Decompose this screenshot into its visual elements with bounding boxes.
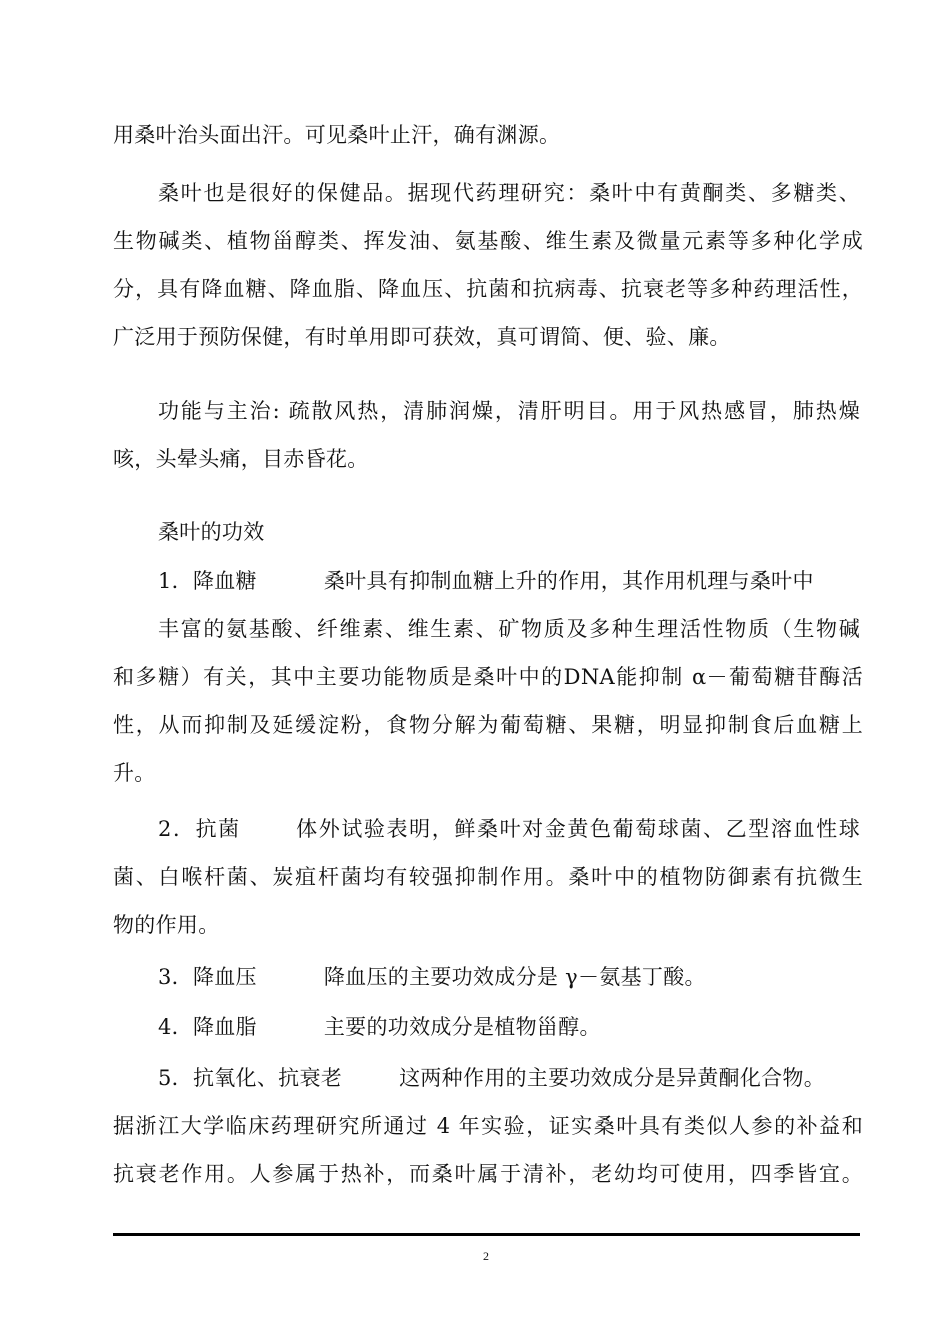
- paragraph-line: 据浙江大学临床药理研究所通过 4 年实验，证实桑叶具有类似人参的补益和: [113, 1114, 863, 1138]
- efficacy-title: 5．抗氧化、抗衰老: [158, 1066, 343, 1090]
- efficacy-item-3: [158, 962, 908, 992]
- efficacy-text: 这两种作用的主要功效成分是异黄酮化合物。: [399, 1066, 826, 1090]
- paragraph-line: 菌、白喉杆菌、炭疽杆菌均有较强抑制作用。桑叶中的植物防御素有抗微生: [113, 865, 863, 889]
- page-number: 2: [483, 1249, 489, 1263]
- paragraph-line: 物的作用。: [113, 913, 220, 937]
- efficacy-text: 降血压的主要功效成分是 γ－氨基丁酸。: [323, 965, 706, 989]
- paragraph-line: 桑叶也是很好的保健品。据现代药理研究：桑叶中有黄酮类、多糖类、: [158, 181, 860, 205]
- paragraph-line: 升。: [113, 761, 156, 785]
- efficacy-item-4: [158, 1012, 908, 1042]
- paragraph-line: 抗衰老作用。人参属于热补，而桑叶属于清补，老幼均可使用，四季皆宜。: [113, 1162, 863, 1186]
- efficacy-item-2: [158, 814, 860, 844]
- paragraph-line: 分，具有降血糖、降血脂、降血压、抗菌和抗病毒、抗衰老等多种药理活性，: [113, 277, 863, 301]
- efficacy-title: 1．降血糖: [158, 569, 257, 593]
- efficacy-item-1: [158, 566, 908, 596]
- efficacy-text: 桑叶具有抑制血糖上升的作用，其作用机理与桑叶中: [323, 569, 814, 593]
- efficacy-text: 体外试验表明，鲜桑叶对金黄色葡萄球菌、乙型溶血性球: [294, 817, 860, 841]
- paragraph-line: 丰富的氨基酸、纤维素、维生素、矿物质及多种生理活性物质（生物碱: [158, 617, 860, 641]
- paragraph-line: 和多糖）有关，其中主要功能物质是桑叶中的DNA能抑制 α－葡萄糖苷酶活: [113, 665, 863, 689]
- efficacy-item-5: [158, 1063, 908, 1093]
- efficacy-text: 主要的功效成分是植物甾醇。: [323, 1015, 601, 1039]
- paragraph-line: 用桑叶治头面出汗。可见桑叶止汗，确有渊源。: [113, 123, 561, 147]
- paragraph-line: 性，从而抑制及延缓淀粉，食物分解为葡萄糖、果糖，明显抑制食后血糖上: [113, 713, 863, 737]
- efficacy-title: 3．降血压: [158, 965, 257, 989]
- paragraph-line: 生物碱类、植物甾醇类、挥发油、氨基酸、维生素及微量元素等多种化学成: [113, 229, 863, 253]
- paragraph-line: 广泛用于预防保健，有时单用即可获效，真可谓简、便、验、廉。: [113, 325, 731, 349]
- paragraph-line: 功能与主治: 疏散风热，清肺润燥，清肝明目。用于风热感冒，肺热燥: [158, 399, 860, 423]
- efficacy-title: 4．降血脂: [158, 1015, 257, 1039]
- paragraph-line: 咳，头晕头痛，目赤昏花。: [113, 447, 369, 471]
- efficacy-title: 2．抗菌: [158, 817, 241, 841]
- section-heading: 桑叶的功效: [158, 520, 265, 544]
- footer-rule: [113, 1233, 860, 1236]
